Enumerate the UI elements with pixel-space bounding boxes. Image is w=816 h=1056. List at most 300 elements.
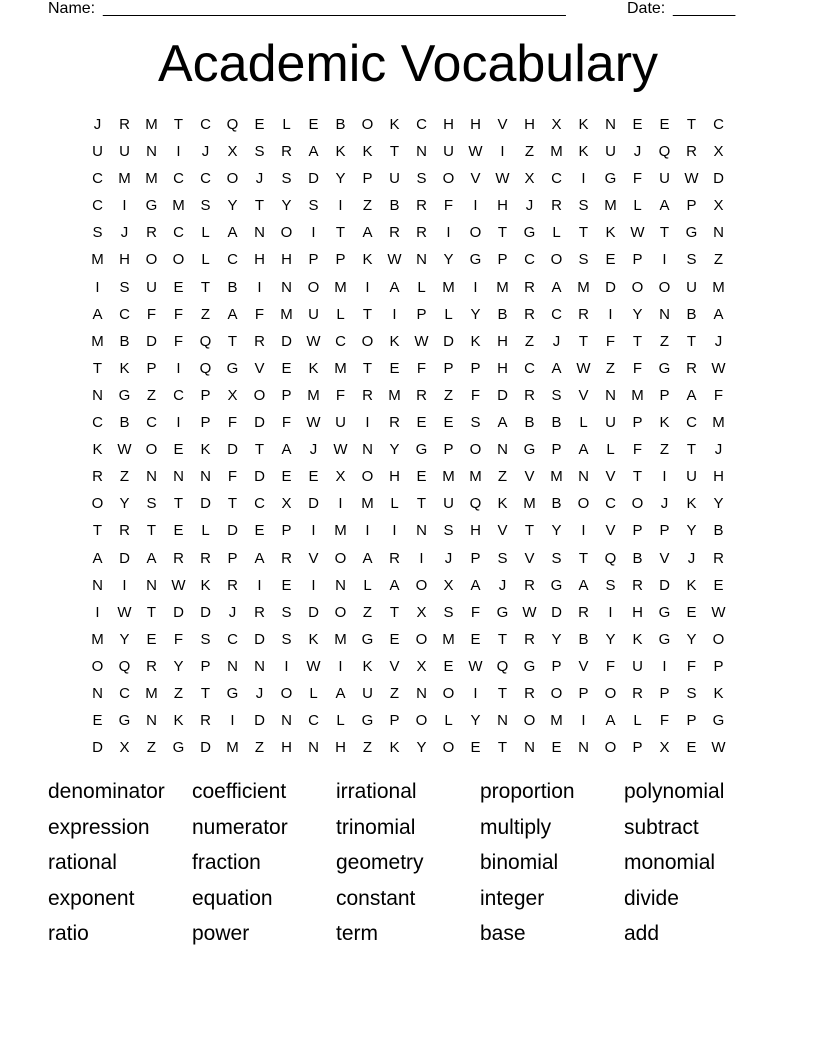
grid-letter[interactable]: I [365,522,370,540]
grid-letter[interactable]: K [308,630,319,648]
grid-letter[interactable]: S [146,495,157,513]
grid-letter[interactable]: M [361,495,374,513]
grid-letter[interactable]: V [470,170,481,188]
grid-letter[interactable]: I [662,657,667,675]
grid-letter[interactable]: F [470,603,481,621]
grid-letter[interactable]: X [227,143,238,161]
grid-letter[interactable]: W [711,603,726,621]
grid-letter[interactable]: R [389,414,400,432]
grid-letter[interactable]: D [119,549,130,567]
grid-letter[interactable]: U [146,278,157,296]
grid-letter[interactable]: I [365,414,370,432]
grid-letter[interactable]: C [227,251,238,269]
grid-letter[interactable]: N [146,468,157,486]
grid-letter[interactable]: I [473,684,478,702]
grid-letter[interactable]: N [497,712,508,730]
grid-letter[interactable]: T [497,684,508,702]
grid-letter[interactable]: D [227,522,238,540]
grid-letter[interactable]: D [308,603,319,621]
grid-letter[interactable]: A [254,549,265,567]
grid-letter[interactable]: O [253,386,266,404]
grid-letter[interactable]: D [200,603,211,621]
grid-letter[interactable]: C [524,359,535,377]
grid-letter[interactable]: I [257,278,262,296]
grid-letter[interactable]: R [632,684,643,702]
grid-letter[interactable]: G [523,657,536,675]
grid-letter[interactable]: U [632,657,643,675]
grid-letter[interactable]: R [254,332,265,350]
grid-letter[interactable]: V [497,522,508,540]
grid-letter[interactable]: Z [659,441,670,459]
grid-letter[interactable]: R [686,359,697,377]
grid-letter[interactable]: I [581,170,586,188]
grid-letter[interactable]: S [686,251,697,269]
grid-letter[interactable]: I [419,549,424,567]
grid-letter[interactable]: N [416,143,427,161]
grid-letter[interactable]: F [632,170,643,188]
grid-letter[interactable]: D [281,332,292,350]
grid-letter[interactable]: B [389,197,400,215]
grid-letter[interactable]: E [713,576,724,594]
grid-letter[interactable]: C [227,630,238,648]
grid-letter[interactable]: K [92,441,103,459]
grid-letter[interactable]: R [119,116,130,133]
grid-letter[interactable]: O [361,116,374,133]
grid-letter[interactable]: Q [199,332,212,350]
grid-letter[interactable]: P [632,251,643,269]
grid-letter[interactable]: R [281,143,292,161]
grid-letter[interactable]: O [577,495,590,513]
grid-letter[interactable]: N [605,116,616,133]
grid-letter[interactable]: T [416,495,427,513]
grid-letter[interactable]: E [308,468,319,486]
grid-letter[interactable]: V [524,468,535,486]
grid-letter[interactable]: F [173,332,184,350]
grid-letter[interactable]: N [92,684,103,702]
grid-letter[interactable]: T [146,522,157,540]
grid-letter[interactable]: B [713,522,724,540]
grid-letter[interactable]: Z [497,468,508,486]
grid-letter[interactable]: E [632,116,643,133]
grid-letter[interactable]: P [281,386,292,404]
grid-letter[interactable]: F [281,414,292,432]
grid-letter[interactable]: L [201,224,210,242]
grid-letter[interactable]: N [578,739,589,757]
grid-letter[interactable]: M [712,414,725,432]
grid-letter[interactable]: Y [713,495,724,513]
grid-letter[interactable]: A [578,441,589,459]
grid-letter[interactable]: K [200,576,211,594]
grid-letter[interactable]: Q [658,143,671,161]
grid-letter[interactable]: F [254,305,265,323]
grid-letter[interactable]: C [173,224,184,242]
grid-letter[interactable]: Q [226,116,239,133]
grid-letter[interactable]: O [415,712,428,730]
grid-letter[interactable]: M [550,143,563,161]
grid-letter[interactable]: L [363,576,372,594]
grid-letter[interactable]: W [306,657,321,675]
grid-letter[interactable]: E [146,630,157,648]
grid-letter[interactable]: K [200,441,211,459]
grid-letter[interactable]: D [200,739,211,757]
grid-letter[interactable]: V [659,549,670,567]
grid-letter[interactable]: B [497,305,508,323]
grid-letter[interactable]: G [712,712,725,730]
grid-letter[interactable]: A [362,549,373,567]
grid-letter[interactable]: W [468,143,483,161]
grid-letter[interactable]: H [470,116,481,133]
grid-letter[interactable]: J [444,549,453,567]
grid-letter[interactable]: T [389,603,400,621]
grid-letter[interactable]: M [307,386,320,404]
grid-letter[interactable]: I [257,576,262,594]
grid-letter[interactable]: Q [469,495,482,513]
grid-letter[interactable]: G [658,603,671,621]
grid-letter[interactable]: N [605,386,616,404]
grid-letter[interactable]: Y [173,657,184,675]
grid-letter[interactable]: H [470,522,481,540]
grid-letter[interactable]: H [497,332,508,350]
grid-letter[interactable]: I [473,278,478,296]
grid-letter[interactable]: F [632,441,643,459]
grid-letter[interactable]: M [550,712,563,730]
grid-letter[interactable]: E [470,739,481,757]
grid-letter[interactable]: D [254,468,265,486]
grid-letter[interactable]: N [416,684,427,702]
grid-letter[interactable]: K [470,332,481,350]
grid-letter[interactable]: N [200,468,211,486]
grid-letter[interactable]: Z [362,197,373,215]
grid-letter[interactable]: P [416,305,427,323]
grid-letter[interactable]: W [711,739,726,757]
grid-letter[interactable]: O [631,495,644,513]
grid-letter[interactable]: T [632,332,643,350]
grid-letter[interactable]: Y [335,170,346,188]
grid-letter[interactable]: M [604,197,617,215]
grid-letter[interactable]: E [173,522,184,540]
grid-letter[interactable]: N [173,468,184,486]
grid-letter[interactable]: A [362,224,373,242]
grid-letter[interactable]: E [686,739,697,757]
grid-letter[interactable]: N [713,224,724,242]
grid-letter[interactable]: F [605,332,616,350]
grid-letter[interactable]: W [387,251,402,269]
grid-letter[interactable]: L [633,197,642,215]
grid-letter[interactable]: F [227,414,238,432]
grid-letter[interactable]: Q [118,657,131,675]
grid-letter[interactable]: I [392,305,397,323]
grid-letter[interactable]: R [281,549,292,567]
grid-letter[interactable]: R [119,522,130,540]
grid-letter[interactable]: N [281,278,292,296]
grid-letter[interactable]: M [334,278,347,296]
grid-letter[interactable]: S [605,576,616,594]
grid-letter[interactable]: I [311,522,316,540]
grid-letter[interactable]: P [200,414,211,432]
grid-letter[interactable]: V [254,359,265,377]
grid-letter[interactable]: M [442,468,455,486]
grid-letter[interactable]: S [470,414,481,432]
grid-letter[interactable]: J [228,603,237,621]
grid-letter[interactable]: T [497,224,508,242]
grid-letter[interactable]: F [713,386,724,404]
grid-letter[interactable]: U [308,305,319,323]
grid-letter[interactable]: N [254,657,265,675]
grid-letter[interactable]: T [200,278,211,296]
grid-letter[interactable]: Y [119,495,130,513]
grid-letter[interactable]: B [524,414,535,432]
grid-letter[interactable]: Y [119,630,130,648]
grid-letter[interactable]: R [578,305,589,323]
grid-letter[interactable]: L [201,251,210,269]
grid-letter[interactable]: L [579,414,588,432]
grid-letter[interactable]: P [686,712,697,730]
grid-letter[interactable]: K [119,359,130,377]
grid-letter[interactable]: Y [470,305,481,323]
grid-letter[interactable]: T [389,143,400,161]
grid-letter[interactable]: C [308,712,319,730]
grid-letter[interactable]: U [443,495,454,513]
grid-letter[interactable]: G [523,441,536,459]
grid-letter[interactable]: H [119,251,130,269]
grid-letter[interactable]: S [254,143,265,161]
grid-letter[interactable]: T [524,522,535,540]
grid-letter[interactable]: X [119,739,130,757]
grid-letter[interactable]: C [524,251,535,269]
grid-letter[interactable]: I [95,603,100,621]
grid-letter[interactable]: L [390,495,399,513]
grid-letter[interactable]: R [632,576,643,594]
grid-letter[interactable]: R [389,224,400,242]
grid-letter[interactable]: B [335,116,346,133]
grid-letter[interactable]: G [685,224,698,242]
grid-letter[interactable]: F [443,197,454,215]
grid-letter[interactable]: F [416,359,427,377]
grid-letter[interactable]: O [415,630,428,648]
grid-letter[interactable]: C [254,495,265,513]
grid-letter[interactable]: R [524,576,535,594]
grid-letter[interactable]: S [551,549,562,567]
grid-letter[interactable]: F [173,630,184,648]
grid-letter[interactable]: Y [470,712,481,730]
grid-letter[interactable]: M [496,278,509,296]
grid-letter[interactable]: M [280,305,293,323]
grid-letter[interactable]: S [281,603,292,621]
grid-letter[interactable]: R [200,712,211,730]
grid-letter[interactable]: D [146,332,157,350]
grid-letter[interactable]: A [605,712,616,730]
grid-letter[interactable]: O [442,170,455,188]
grid-letter[interactable]: I [365,278,370,296]
grid-letter[interactable]: K [362,251,373,269]
grid-letter[interactable]: W [495,170,510,188]
grid-letter[interactable]: L [444,712,453,730]
grid-letter[interactable]: N [227,657,238,675]
grid-letter[interactable]: T [200,684,211,702]
grid-letter[interactable]: Q [604,549,617,567]
grid-letter[interactable]: R [524,684,535,702]
grid-letter[interactable]: R [146,224,157,242]
grid-letter[interactable]: J [525,197,534,215]
grid-letter[interactable]: Y [443,251,454,269]
grid-letter[interactable]: J [255,170,264,188]
grid-letter[interactable]: M [469,468,482,486]
grid-letter[interactable]: Y [551,522,562,540]
grid-letter[interactable]: A [227,305,238,323]
grid-letter[interactable]: I [230,712,235,730]
grid-letter[interactable]: P [686,197,697,215]
grid-letter[interactable]: W [306,414,321,432]
grid-letter[interactable]: A [281,441,292,459]
grid-letter[interactable]: K [362,657,373,675]
grid-letter[interactable]: H [443,116,454,133]
grid-letter[interactable]: R [524,630,535,648]
grid-letter[interactable]: R [578,603,589,621]
grid-letter[interactable]: G [604,170,617,188]
grid-letter[interactable]: D [200,495,211,513]
grid-letter[interactable]: I [581,522,586,540]
grid-letter[interactable]: P [632,414,643,432]
grid-letter[interactable]: O [415,576,428,594]
grid-letter[interactable]: D [254,630,265,648]
grid-letter[interactable]: U [686,468,697,486]
grid-letter[interactable]: O [550,684,563,702]
grid-letter[interactable]: R [362,386,373,404]
grid-letter[interactable]: K [605,224,616,242]
grid-letter[interactable]: I [662,251,667,269]
grid-letter[interactable]: I [338,197,343,215]
grid-letter[interactable]: A [497,414,508,432]
grid-letter[interactable]: I [176,414,181,432]
grid-letter[interactable]: E [443,657,454,675]
grid-letter[interactable]: D [443,332,454,350]
grid-letter[interactable]: F [632,359,643,377]
grid-letter[interactable]: H [524,116,535,133]
grid-letter[interactable]: W [711,359,726,377]
grid-letter[interactable]: P [200,386,211,404]
grid-letter[interactable]: P [632,739,643,757]
grid-letter[interactable]: S [92,224,103,242]
grid-letter[interactable]: O [334,549,347,567]
grid-letter[interactable]: P [632,522,643,540]
grid-letter[interactable]: M [388,386,401,404]
grid-letter[interactable]: M [145,170,158,188]
grid-letter[interactable]: F [605,657,616,675]
grid-letter[interactable]: Z [362,739,373,757]
grid-letter[interactable]: D [92,739,103,757]
grid-letter[interactable]: O [361,332,374,350]
grid-letter[interactable]: A [389,278,400,296]
grid-letter[interactable]: G [226,684,239,702]
grid-letter[interactable]: G [658,630,671,648]
grid-letter[interactable]: L [444,305,453,323]
grid-letter[interactable]: R [713,549,724,567]
grid-letter[interactable]: R [227,576,238,594]
grid-letter[interactable]: V [497,116,508,133]
grid-letter[interactable]: S [281,170,292,188]
grid-letter[interactable]: H [389,468,400,486]
grid-letter[interactable]: C [146,414,157,432]
grid-letter[interactable]: U [686,278,697,296]
grid-letter[interactable]: O [307,278,320,296]
grid-letter[interactable]: I [473,197,478,215]
grid-letter[interactable]: W [522,603,537,621]
grid-letter[interactable]: L [417,278,426,296]
grid-letter[interactable]: B [632,549,643,567]
grid-letter[interactable]: A [146,549,157,567]
grid-letter[interactable]: E [605,251,616,269]
grid-letter[interactable]: O [658,278,671,296]
grid-letter[interactable]: J [255,684,264,702]
grid-letter[interactable]: C [92,170,103,188]
grid-letter[interactable]: N [146,712,157,730]
grid-letter[interactable]: A [389,576,400,594]
grid-letter[interactable]: O [631,278,644,296]
grid-letter[interactable]: N [92,386,103,404]
grid-letter[interactable]: K [308,359,319,377]
grid-letter[interactable]: I [581,712,586,730]
grid-letter[interactable]: M [226,739,239,757]
grid-letter[interactable]: K [362,143,373,161]
grid-letter[interactable]: O [604,684,617,702]
grid-letter[interactable]: P [146,359,157,377]
grid-letter[interactable]: E [281,576,292,594]
grid-letter[interactable]: R [173,549,184,567]
grid-letter[interactable]: N [362,441,373,459]
grid-letter[interactable]: L [633,712,642,730]
grid-letter[interactable]: S [200,630,211,648]
grid-letter[interactable]: A [551,359,562,377]
grid-letter[interactable]: N [416,522,427,540]
grid-letter[interactable]: E [281,359,292,377]
grid-letter[interactable]: J [93,116,102,133]
grid-letter[interactable]: Z [713,251,724,269]
grid-letter[interactable]: K [389,116,400,133]
grid-letter[interactable]: Z [389,684,400,702]
grid-letter[interactable]: P [659,522,670,540]
grid-letter[interactable]: T [686,441,697,459]
grid-letter[interactable]: S [416,170,427,188]
grid-letter[interactable]: S [686,684,697,702]
grid-letter[interactable]: P [551,441,562,459]
grid-letter[interactable]: P [659,684,670,702]
grid-letter[interactable]: E [173,441,184,459]
grid-letter[interactable]: Z [146,739,157,757]
grid-letter[interactable]: K [578,143,589,161]
grid-letter[interactable]: Y [605,630,616,648]
grid-letter[interactable]: F [335,386,346,404]
grid-letter[interactable]: I [446,224,451,242]
grid-letter[interactable]: K [389,332,400,350]
grid-letter[interactable]: T [254,441,265,459]
grid-letter[interactable]: T [686,332,697,350]
grid-letter[interactable]: A [659,197,670,215]
grid-letter[interactable]: J [633,143,642,161]
grid-letter[interactable]: O [523,712,536,730]
grid-letter[interactable]: C [200,170,211,188]
grid-letter[interactable]: P [470,549,481,567]
grid-letter[interactable]: E [416,468,427,486]
grid-letter[interactable]: H [497,359,508,377]
grid-letter[interactable]: C [92,414,103,432]
grid-letter[interactable]: O [469,224,482,242]
grid-letter[interactable]: A [308,143,319,161]
grid-letter[interactable]: T [497,630,508,648]
grid-letter[interactable]: R [416,386,427,404]
grid-letter[interactable]: L [336,305,345,323]
grid-letter[interactable]: N [335,576,346,594]
grid-letter[interactable]: W [576,359,591,377]
